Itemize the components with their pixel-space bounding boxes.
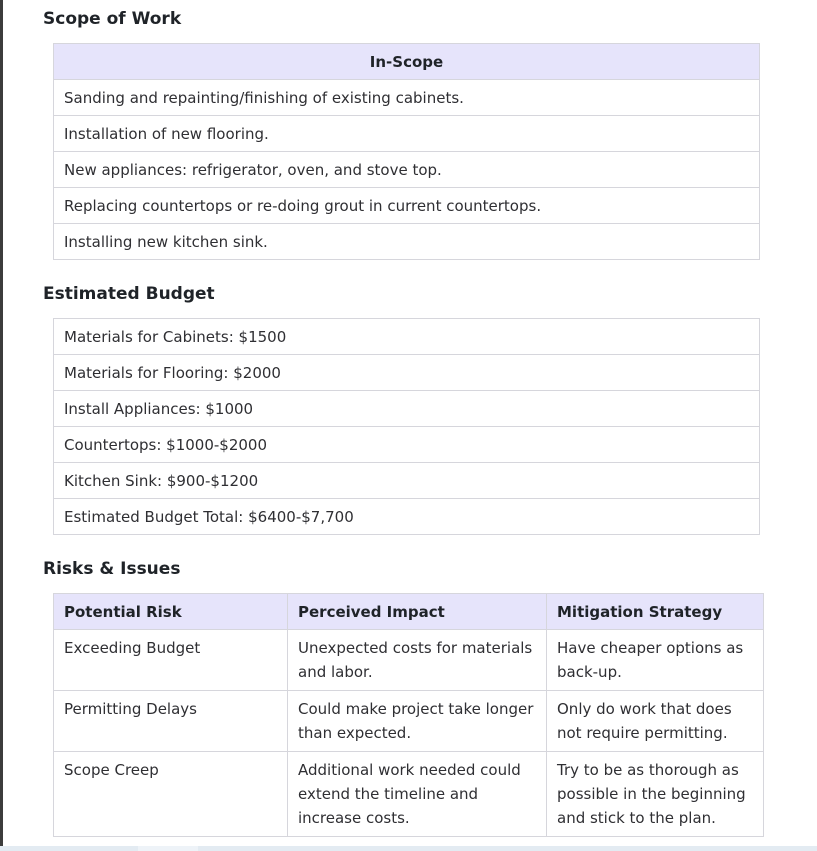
column-header-mitigation: Mitigation Strategy xyxy=(547,594,764,630)
scope-heading: Scope of Work xyxy=(43,9,182,29)
budget-item: Materials for Cabinets: $1500 xyxy=(54,319,760,355)
risk-cell: Exceeding Budget xyxy=(54,630,288,691)
table-row xyxy=(54,80,760,116)
risks-table xyxy=(53,593,764,837)
budget-item: Kitchen Sink: $900-$1200 xyxy=(54,463,760,499)
table-row xyxy=(54,752,764,837)
mitigation-cell: Have cheaper options as back-up. xyxy=(547,630,764,691)
in-scope-header: In-Scope xyxy=(54,44,760,80)
table-row xyxy=(54,427,760,463)
budget-item: Materials for Flooring: $2000 xyxy=(54,355,760,391)
column-header-impact: Perceived Impact xyxy=(288,594,547,630)
budget-table xyxy=(53,318,760,535)
table-row xyxy=(54,355,760,391)
scope-item: Installing new kitchen sink. xyxy=(54,224,760,260)
table-row xyxy=(54,691,764,752)
mitigation-cell: Try to be as thorough as possible in the beginning and stick to the plan. xyxy=(547,752,764,837)
table-row xyxy=(54,463,760,499)
left-border xyxy=(0,0,3,851)
bottom-scrollbar-segment xyxy=(138,846,198,851)
scope-item: New appliances: refrigerator, oven, and stove top. xyxy=(54,152,760,188)
risks-header-row xyxy=(54,594,764,630)
table-row xyxy=(54,152,760,188)
table-row xyxy=(54,391,760,427)
table-row xyxy=(54,499,760,535)
column-header-risk: Potential Risk xyxy=(54,594,288,630)
risks-heading: Risks & Issues xyxy=(43,559,181,579)
table-row xyxy=(54,116,760,152)
budget-item: Countertops: $1000-$2000 xyxy=(54,427,760,463)
scope-item: Replacing countertops or re-doing grout in current countertops. xyxy=(54,188,760,224)
table-row xyxy=(54,188,760,224)
table-row xyxy=(54,630,764,691)
scope-header-row xyxy=(54,44,760,80)
table-row xyxy=(54,319,760,355)
risk-cell: Permitting Delays xyxy=(54,691,288,752)
mitigation-cell: Only do work that does not require permitting. xyxy=(547,691,764,752)
impact-cell: Unexpected costs for materials and labor. xyxy=(288,630,547,691)
scope-table xyxy=(53,43,760,260)
bottom-scrollbar-track xyxy=(0,846,817,851)
risk-cell: Scope Creep xyxy=(54,752,288,837)
budget-item: Install Appliances: $1000 xyxy=(54,391,760,427)
scope-item: Installation of new flooring. xyxy=(54,116,760,152)
table-row xyxy=(54,224,760,260)
scope-item: Sanding and repainting/finishing of existing cabinets. xyxy=(54,80,760,116)
budget-heading: Estimated Budget xyxy=(43,284,215,304)
budget-total: Estimated Budget Total: $6400-$7,700 xyxy=(54,499,760,535)
impact-cell: Could make project take longer than expected. xyxy=(288,691,547,752)
impact-cell: Additional work needed could extend the timeline and increase costs. xyxy=(288,752,547,837)
